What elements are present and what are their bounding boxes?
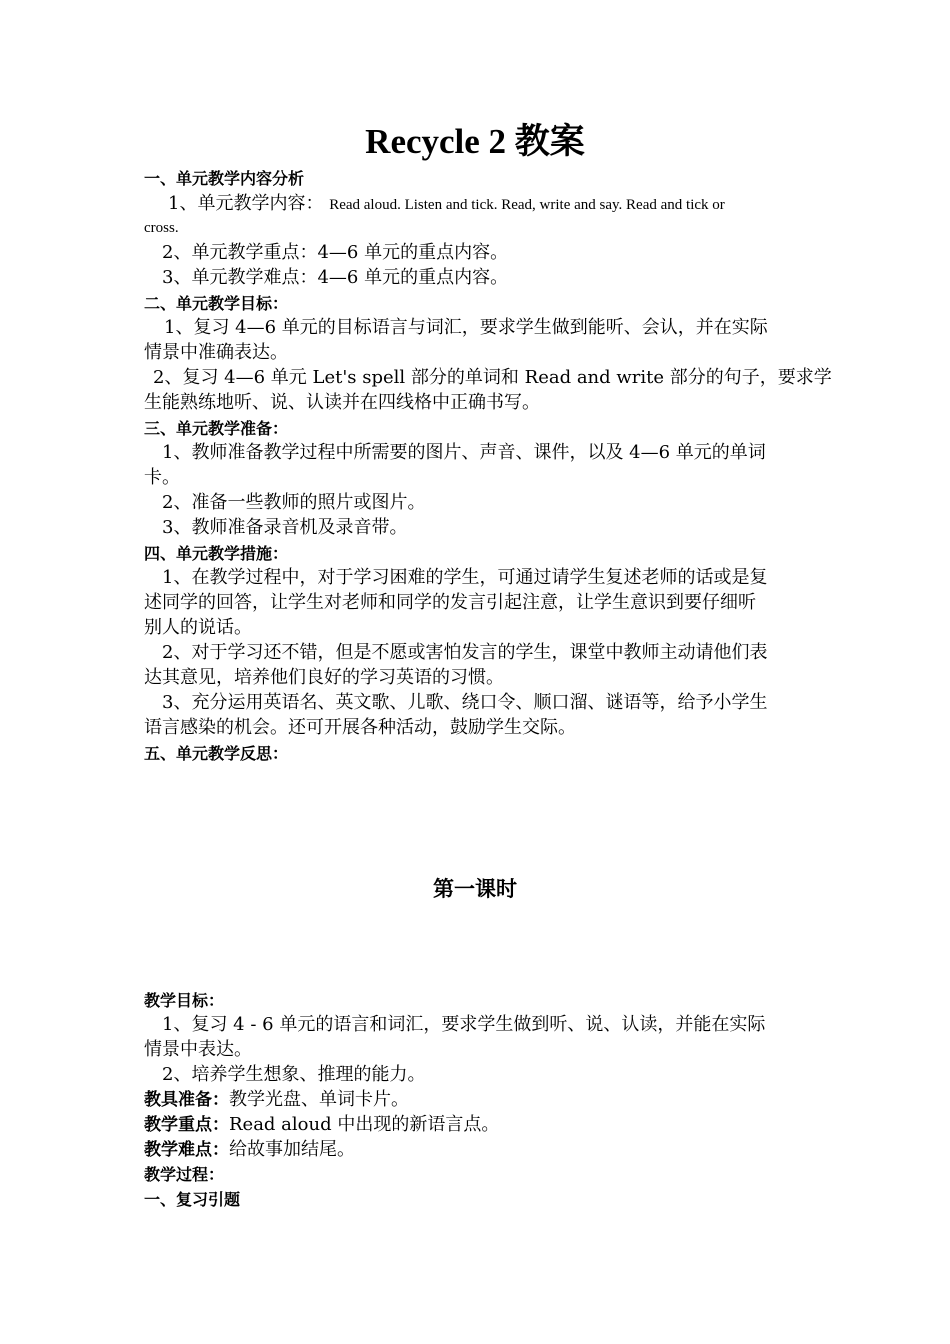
- section-3-item-1: 1、教师准备教学过程中所需要的图片、声音、课件，以及 4—6 单元的单词: [162, 442, 766, 463]
- section-4-item-1-continued-1: 述同学的回答，让学生对老师和同学的发言引起注意，让学生意识到要仔细听: [144, 592, 756, 613]
- section-2-item-2: 2、复习 4—6 单元 Let's spell 部分的单词和 Read and write 部分的句子，要求学: [153, 367, 832, 388]
- section-2-item-1: 1、复习 4—6 单元的目标语言与词汇，要求学生做到能听、会认，并在实际: [164, 317, 768, 338]
- section-2-item-2-continued: 生能熟练地听、说、认读并在四线格中正确书写。: [144, 392, 540, 413]
- teaching-focus-label: 教学重点：: [144, 1115, 229, 1135]
- teaching-goal-1-continued: 情景中表达。: [144, 1039, 252, 1060]
- section-4-heading: 四、单元教学措施：: [144, 544, 289, 563]
- lesson-1-title: 第一课时: [433, 877, 517, 901]
- teaching-process-label: 教学过程：: [144, 1165, 225, 1184]
- teaching-goals-label: 教学目标：: [144, 991, 225, 1010]
- section-3-item-3: 3、教师准备录音机及录音带。: [162, 517, 408, 538]
- section-2-item-1-continued: 情景中准确表达。: [144, 342, 288, 363]
- teaching-difficulty-value: 给故事加结尾。: [229, 1139, 355, 1160]
- teaching-focus-row: [144, 1112, 808, 1138]
- document-title: Recycle 2 教案: [365, 122, 585, 161]
- section-4-item-1: 1、在教学过程中，对于学习困难的学生，可通过请学生复述老师的话或是复: [162, 567, 768, 588]
- section-1-item-1-text: Read aloud. Listen and tick. Read, write and say. Read and tick or: [329, 197, 725, 213]
- section-1-item-1-continued: cross.: [144, 220, 179, 236]
- teaching-tools-value: 教学光盘、单词卡片。: [229, 1089, 409, 1110]
- section-1-item-1: [168, 191, 808, 218]
- section-5-heading: 五、单元教学反思：: [144, 744, 289, 763]
- section-1-item-2: 2、单元教学重点：4—6 单元的重点内容。: [162, 242, 509, 263]
- teaching-focus-value: Read aloud 中出现的新语言点。: [229, 1114, 500, 1135]
- teaching-tools-row: [144, 1087, 808, 1113]
- section-3-item-2: 2、准备一些教师的照片或图片。: [162, 492, 426, 513]
- section-4-item-3-continued: 语言感染的机会。还可开展各种活动，鼓励学生交际。: [144, 717, 576, 738]
- section-1-item-3: 3、单元教学难点：4—6 单元的重点内容。: [162, 267, 509, 288]
- section-1-item-1-label: 1、单元教学内容：: [168, 193, 324, 214]
- teaching-difficulty-label: 教学难点：: [144, 1140, 229, 1160]
- section-4-item-2-continued: 达其意见，培养他们良好的学习英语的习惯。: [144, 667, 504, 688]
- section-3-heading: 三、单元教学准备：: [144, 419, 289, 438]
- section-2-heading: 二、单元教学目标：: [144, 294, 289, 313]
- section-3-item-1-continued: 卡。: [144, 467, 180, 488]
- section-4-item-3: 3、充分运用英语名、英文歌、儿歌、绕口令、顺口溜、谜语等，给予小学生: [162, 692, 768, 713]
- section-1-heading: 一、单元教学内容分析: [144, 169, 305, 188]
- teaching-goal-2: 2、培养学生想象、推理的能力。: [162, 1064, 426, 1085]
- process-step-1: 一、复习引题: [144, 1190, 241, 1209]
- section-4-item-1-continued-2: 别人的说话。: [144, 617, 252, 638]
- teaching-tools-label: 教具准备：: [144, 1090, 229, 1110]
- teaching-difficulty-row: [144, 1137, 808, 1163]
- section-4-item-2: 2、对于学习还不错，但是不愿或害怕发言的学生，课堂中教师主动请他们表: [162, 642, 768, 663]
- teaching-goal-1: 1、复习 4 - 6 单元的语言和词汇，要求学生做到听、说、认读，并能在实际: [162, 1014, 766, 1035]
